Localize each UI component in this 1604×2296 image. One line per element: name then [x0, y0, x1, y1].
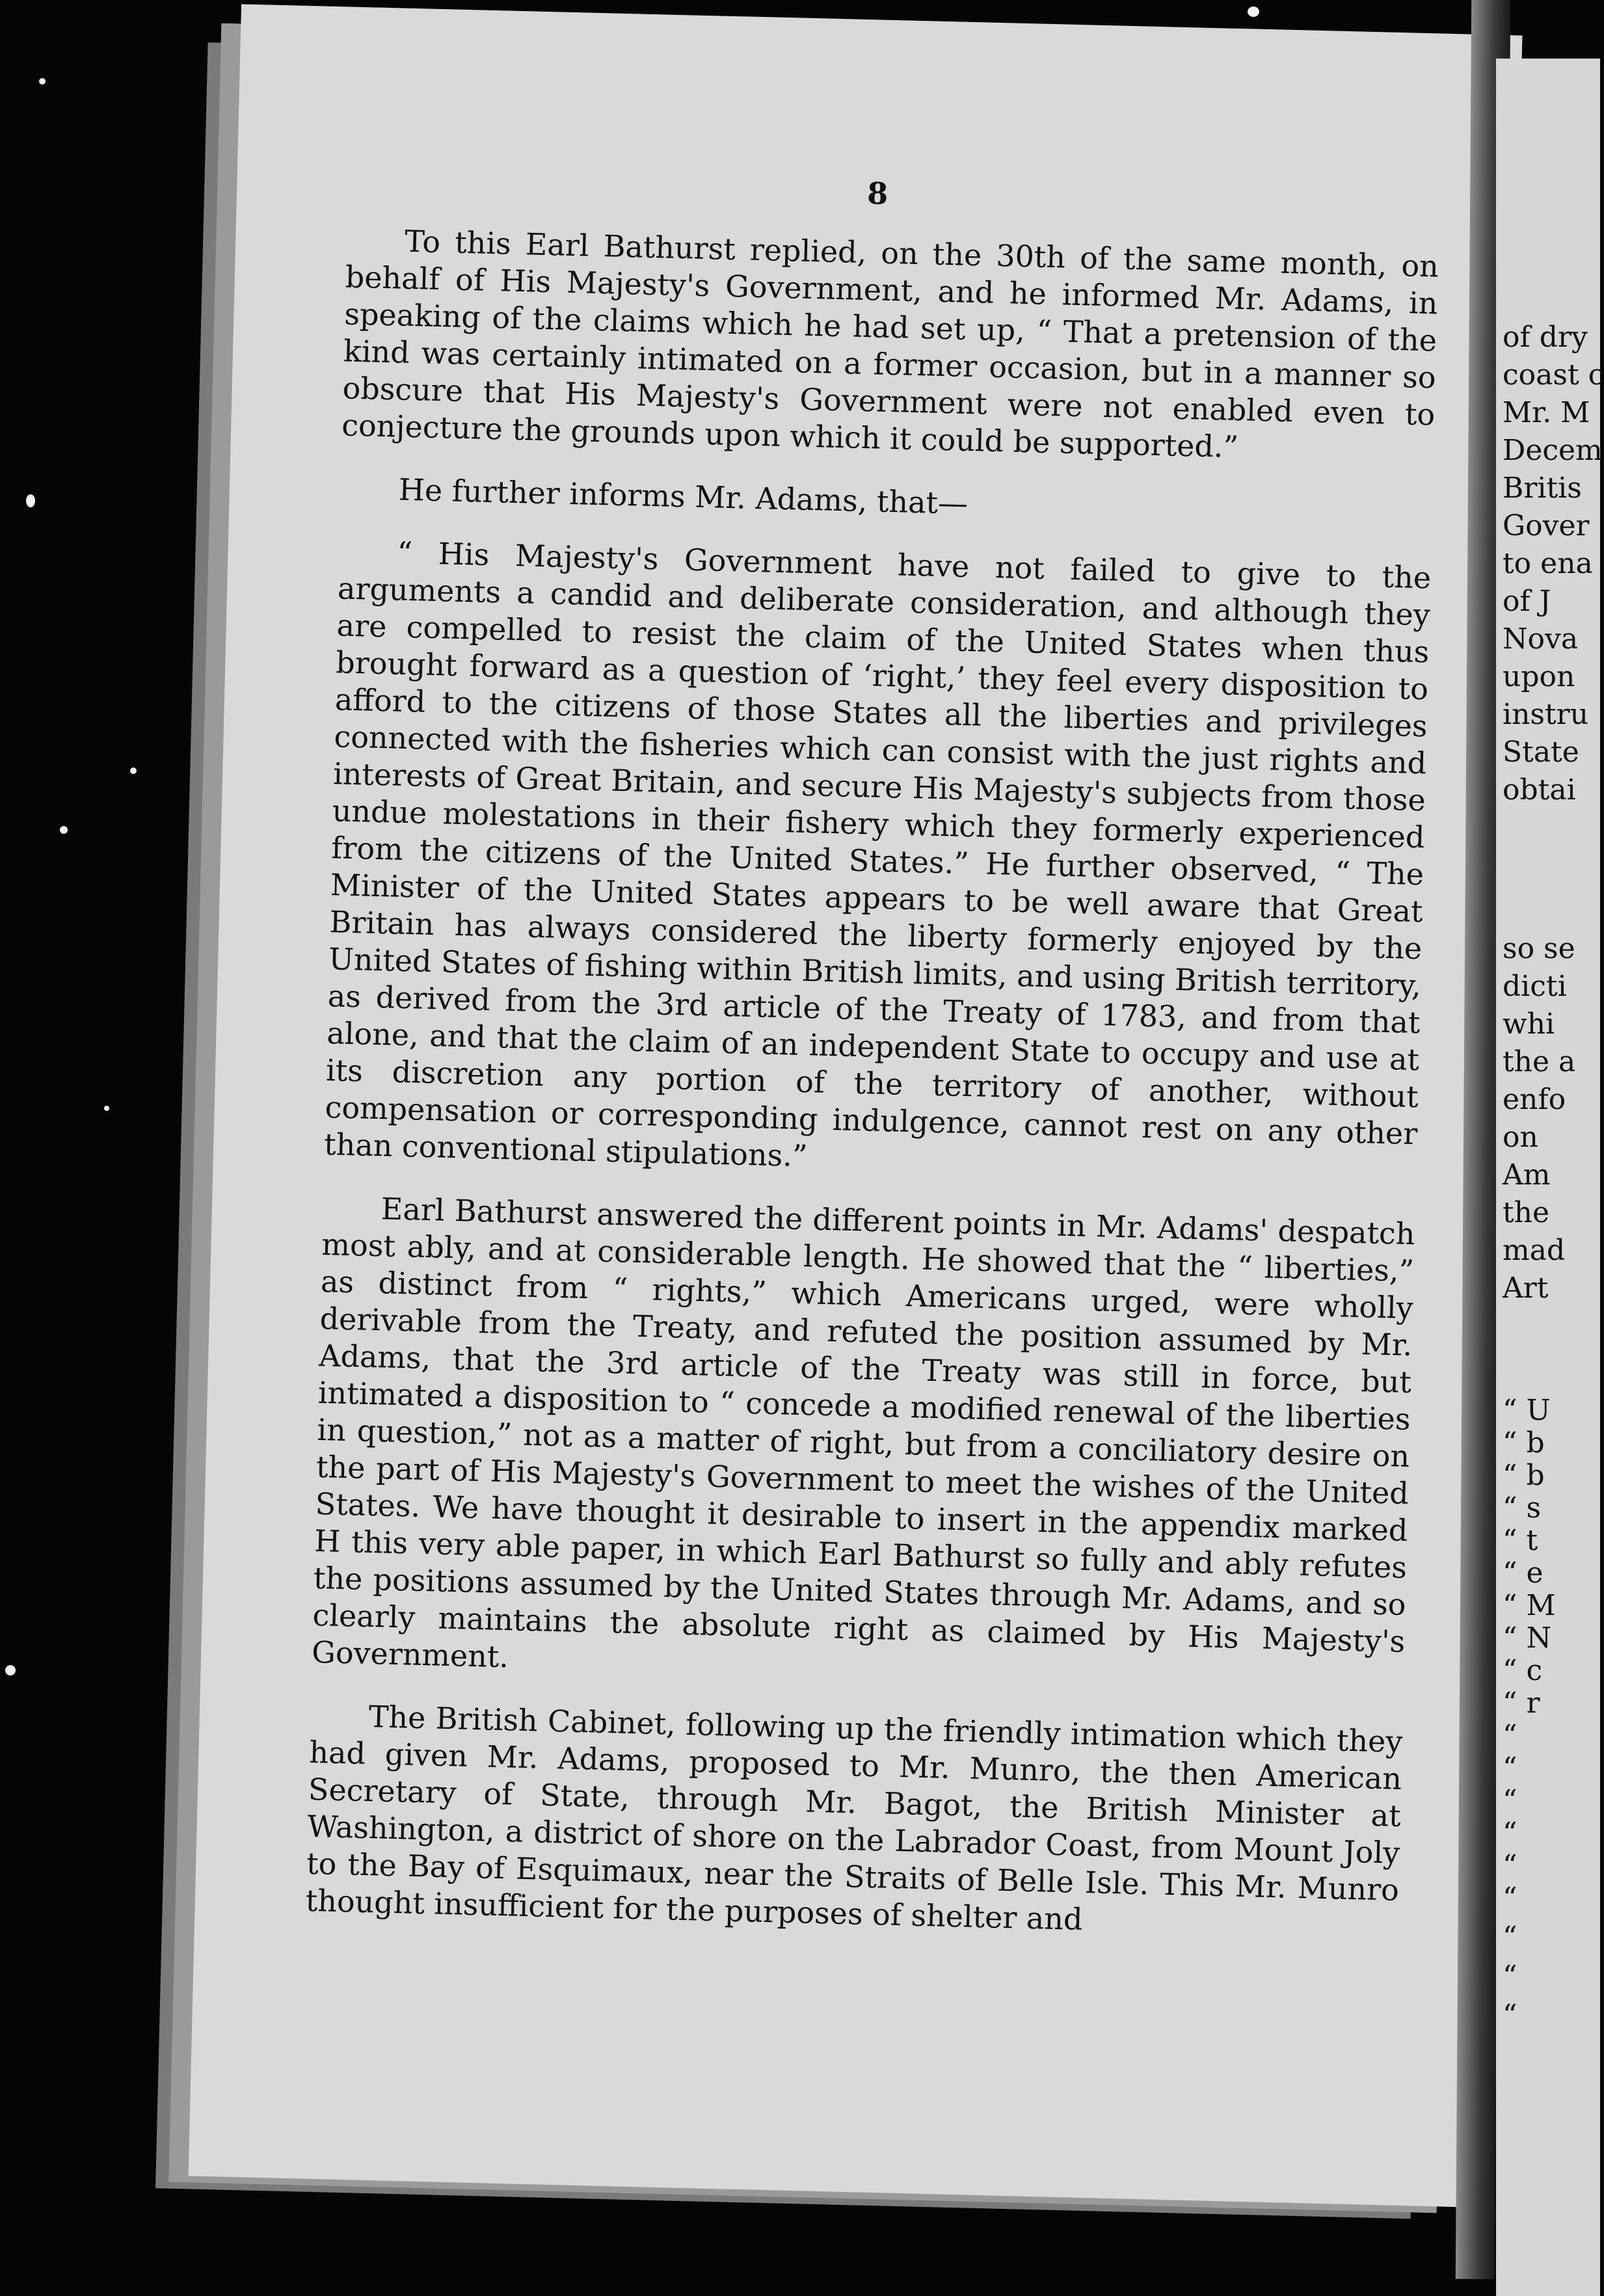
facing-page-fragment: the [1503, 1196, 1550, 1229]
facing-page-fragment: “ [1503, 1817, 1517, 1850]
film-speck [5, 1665, 16, 1675]
film-speck [39, 78, 46, 85]
facing-page-fragment: “ M [1503, 1589, 1556, 1622]
film-speck [1248, 7, 1259, 17]
facing-page-fragment: coast c [1503, 358, 1604, 392]
main-page [188, 4, 1522, 2207]
facing-page-fragment: “ b [1503, 1459, 1545, 1492]
facing-page-fragment: “ [1503, 1882, 1517, 1915]
facing-page-fragment: Nova [1503, 622, 1579, 656]
facing-page-fragment: “ c [1503, 1654, 1543, 1687]
facing-page-fragment: whi [1503, 1008, 1555, 1041]
film-speck [60, 826, 68, 834]
facing-page-fragment: instru [1503, 698, 1589, 731]
facing-page-fragment: on [1503, 1121, 1538, 1154]
facing-page-fragment: “ [1503, 1752, 1517, 1785]
facing-page-fragment: “ s [1503, 1491, 1542, 1525]
facing-page-fragment: so se [1503, 932, 1575, 965]
facing-page-fragment: “ b [1503, 1426, 1545, 1460]
facing-page-fragment: to ena [1503, 547, 1593, 580]
facing-page-fragment: upon [1503, 660, 1575, 693]
facing-page-fragment: State [1503, 736, 1579, 769]
facing-page-fragment: Art [1503, 1272, 1549, 1305]
paragraph-1: To this Earl Bathurst replied, on the 30th of the same month, on behalf of His Majesty's Government, and he informed Mr. Adams, in speaking of the claims which he had set up, “ That a pretension of the kind was certainly intimated on a former occasion, but in a manner so obscure that His Majesty's Government were not enabled even to conjecture the grounds upon which it could be supported.” [341, 223, 1439, 465]
paragraph-2: He further informs Mr. Adams, that— [398, 472, 969, 521]
facing-page-fragment: “ [1503, 1921, 1517, 1954]
facing-page-fragment: “ N [1503, 1622, 1551, 1655]
paragraph-5: The British Cabinet, following up the friendly intimation which they had given Mr. Adams, proposed to Mr. Munro, the then American Secretary of State, through Mr. Bagot, the British Minister at Washington, a district of shore on the Labrador Coast, from Mount Joly to the Bay of Esquimaux, near the Straits of Belle Isle. This Mr. Munro thought insufficient for the purposes of shelter and [305, 1699, 1404, 1937]
facing-page-fragment: the a [1503, 1045, 1576, 1078]
facing-page-fragment: enfo [1503, 1083, 1566, 1116]
facing-page-fragment: Mr. M [1503, 396, 1590, 429]
paragraph-4: Earl Bathurst answered the different points in Mr. Adams' despatch most ably, and at considerable length. He showed that the “ liberties,” as distinct from “ rights,” which Americans urged, were wholly derivable from the Treaty, and refuted the position assumed by Mr. Adams, that the 3rd article of the Treaty was still in force, but intimated a disposition to “ concede a modified renewal of the liberties in question,” not as a matter of right, but from a conciliatory desire on the part of His Majesty's Government to meet the wishes of the United States. We have thought it desirable to insert in the appendix marked H this very able paper, in which Earl Bathurst so fully and ably refutes the positions assumed by the United States through Mr. Adams, and so clearly maintains the absolute right as claimed by His Majesty's Government. [311, 1191, 1416, 1675]
facing-page [1496, 59, 1604, 2296]
facing-page-fragment: “ t [1503, 1524, 1538, 1557]
facing-page-fragment: mad [1503, 1234, 1566, 1267]
facing-page-fragment: dicti [1503, 970, 1567, 1003]
page-number: 8 [866, 176, 889, 211]
facing-page-fragment: “ e [1503, 1556, 1544, 1590]
facing-page-fragment: Decem [1503, 434, 1603, 467]
facing-page-fragment: of dry [1503, 321, 1588, 354]
facing-page-fragment: Am [1503, 1158, 1551, 1192]
facing-page-fragment: “ U [1503, 1394, 1551, 1427]
film-speck [130, 768, 137, 774]
facing-page-fragment: of J [1503, 585, 1551, 618]
quotation-paragraph: “ His Majesty's Government have not failed to give to the arguments a candid and deliberate consideration, and although they are compelled to resist the claim of the United States when thus brought forward as a question of ‘right,’ they feel every disposition to afford to the citizens of those States all the liberties and privileges connected with the fisheries which can consist with the just rights and interests of Great Britain, and secure His Majesty's subjects from those undue molestations in their fishery which they formerly experienced from the citizens of the United States.” He further observed, “ The Minister of the United States appears to be well aware that Great Britain has always considered the liberty formerly enjoyed by the United States of fishing within British limits, and using British territory, as derived from the 3rd article of the Treaty of 1783, and from that alone, and that the claim of an independent State to occupy and use at its discretion any portion of the territory of another, without compensation or corresponding indulgence, cannot rest on any other than conventional stipulations.” [323, 535, 1432, 1174]
facing-page-fragment: “ [1503, 1999, 1517, 2032]
facing-page-fragment: “ [1503, 1719, 1517, 1752]
body-text [304, 221, 1439, 1971]
film-speck [104, 1106, 109, 1111]
facing-page-fragment: “ [1503, 1784, 1517, 1817]
facing-page-fragment: “ r [1503, 1687, 1540, 1720]
facing-page-fragment: obtai [1503, 773, 1576, 807]
film-speck [26, 494, 35, 507]
facing-page-fragment: “ [1503, 1849, 1517, 1882]
facing-page-fragment: Gover [1503, 509, 1590, 542]
facing-page-fragment: Britis [1503, 472, 1582, 505]
facing-page-fragment: “ [1503, 1960, 1517, 1993]
